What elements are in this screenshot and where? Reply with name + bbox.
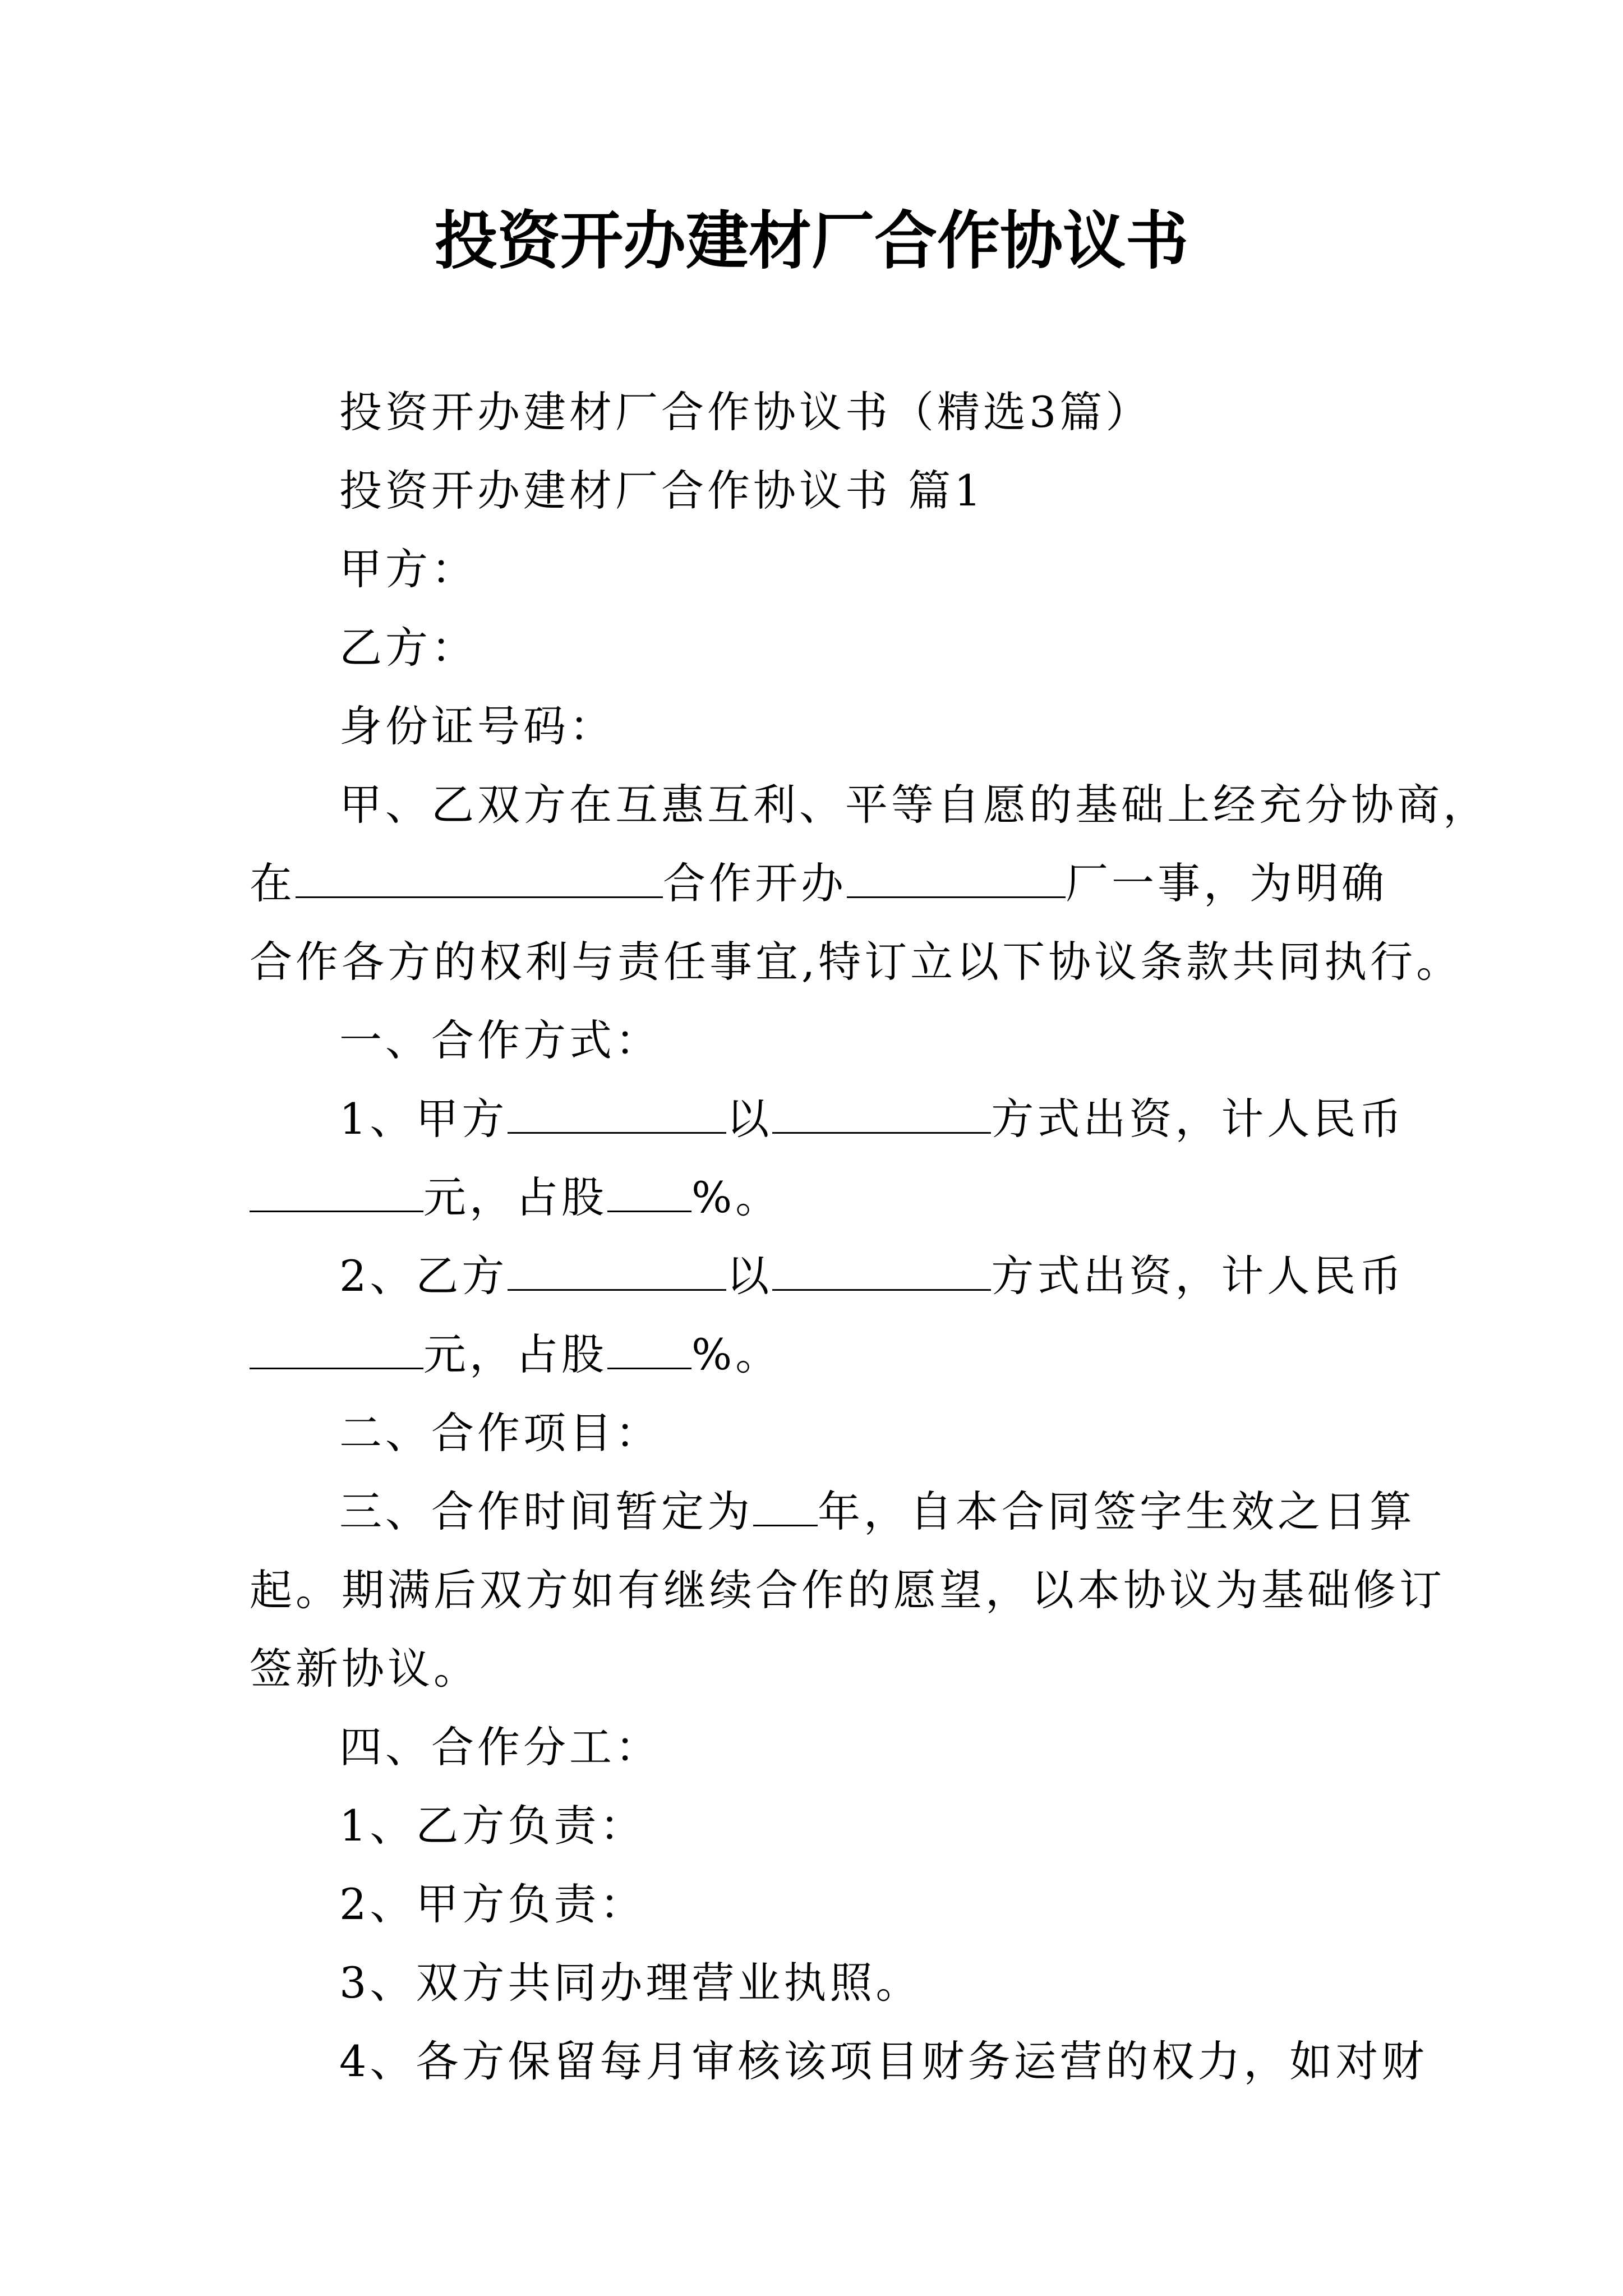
party-b-amount-blank	[250, 1332, 423, 1369]
party-a-share-blank	[607, 1175, 691, 1212]
clause-1-1-line-1	[339, 1091, 1405, 1147]
clause-1-1-line-2	[250, 1170, 781, 1226]
subtitle-part-1: 投资开办建材厂合作协议书 篇1	[339, 466, 985, 516]
id-number-label: 身份证号码：	[339, 701, 615, 751]
clause-1-2-amount-label: 方式出资，计人民币	[991, 1251, 1405, 1301]
preamble-text-factory: 厂一事，为明确	[1066, 858, 1387, 908]
clause-4-4: 4、各方保留每月审核该项目财务运营的权力，如对财	[339, 2036, 1428, 2086]
section-4-heading: 四、合作分工：	[339, 1722, 661, 1772]
clause-1-1-amount-label: 方式出资，计人民币	[991, 1094, 1405, 1144]
section-3-line-3: 签新协议。	[250, 1644, 479, 1694]
clause-1-1-percent: %。	[691, 1172, 782, 1222]
clause-4-3: 3、双方共同办理营业执照。	[339, 1958, 922, 2008]
party-a-label: 甲方：	[339, 544, 477, 594]
section-3-term-rest: 年，自本合同签字生效之日算	[818, 1487, 1415, 1536]
section-3-line-1	[339, 1484, 1415, 1540]
party-a-amount-blank	[250, 1175, 423, 1212]
clause-1-1-party: 1、甲方	[339, 1094, 508, 1144]
party-a-asset-blank	[508, 1096, 726, 1134]
document-title: 投资开办建材厂合作协议书	[435, 204, 1188, 278]
section-3-line-2: 起。期满后双方如有继续合作的愿望，以本协议为基础修订	[250, 1565, 1445, 1615]
clause-4-2: 2、甲方负责：	[339, 1879, 646, 1929]
preamble-line-1: 甲、乙双方在互惠互利、平等自愿的基础上经充分协商，	[339, 780, 1489, 830]
clause-4-1: 1、乙方负责：	[339, 1801, 646, 1851]
preamble-line-2	[250, 855, 1387, 912]
clause-1-2-line-1	[339, 1248, 1405, 1304]
term-years-blank	[753, 1489, 818, 1526]
section-1-heading: 一、合作方式：	[339, 1015, 661, 1065]
preamble-text-cooperate: 合作开办	[663, 858, 847, 908]
section-2-heading: 二、合作项目：	[339, 1408, 661, 1458]
preamble-text-at: 在	[250, 858, 296, 908]
subtitle-selection: 投资开办建材厂合作协议书（精选3篇）	[339, 387, 1152, 437]
party-a-method-blank	[772, 1096, 991, 1134]
clause-1-2-by: 以	[726, 1251, 773, 1301]
party-b-label: 乙方：	[339, 623, 477, 673]
clause-1-1-share-label: 元，占股	[423, 1172, 607, 1222]
preamble-line-3: 合作各方的权利与责任事宜,特订立以下协议条款共同执行。	[250, 937, 1463, 987]
section-3-term-label: 三、合作时间暂定为	[339, 1487, 753, 1536]
party-b-method-blank	[772, 1253, 991, 1291]
clause-1-2-percent: %。	[691, 1329, 782, 1379]
clause-1-1-by: 以	[726, 1094, 773, 1144]
clause-1-2-share-label: 元，占股	[423, 1329, 607, 1379]
factory-name-blank	[847, 861, 1066, 898]
party-b-share-blank	[607, 1332, 691, 1369]
clause-1-2-party: 2、乙方	[339, 1251, 508, 1301]
party-b-asset-blank	[508, 1253, 726, 1291]
location-blank	[296, 861, 663, 898]
clause-1-2-line-2	[250, 1327, 781, 1383]
